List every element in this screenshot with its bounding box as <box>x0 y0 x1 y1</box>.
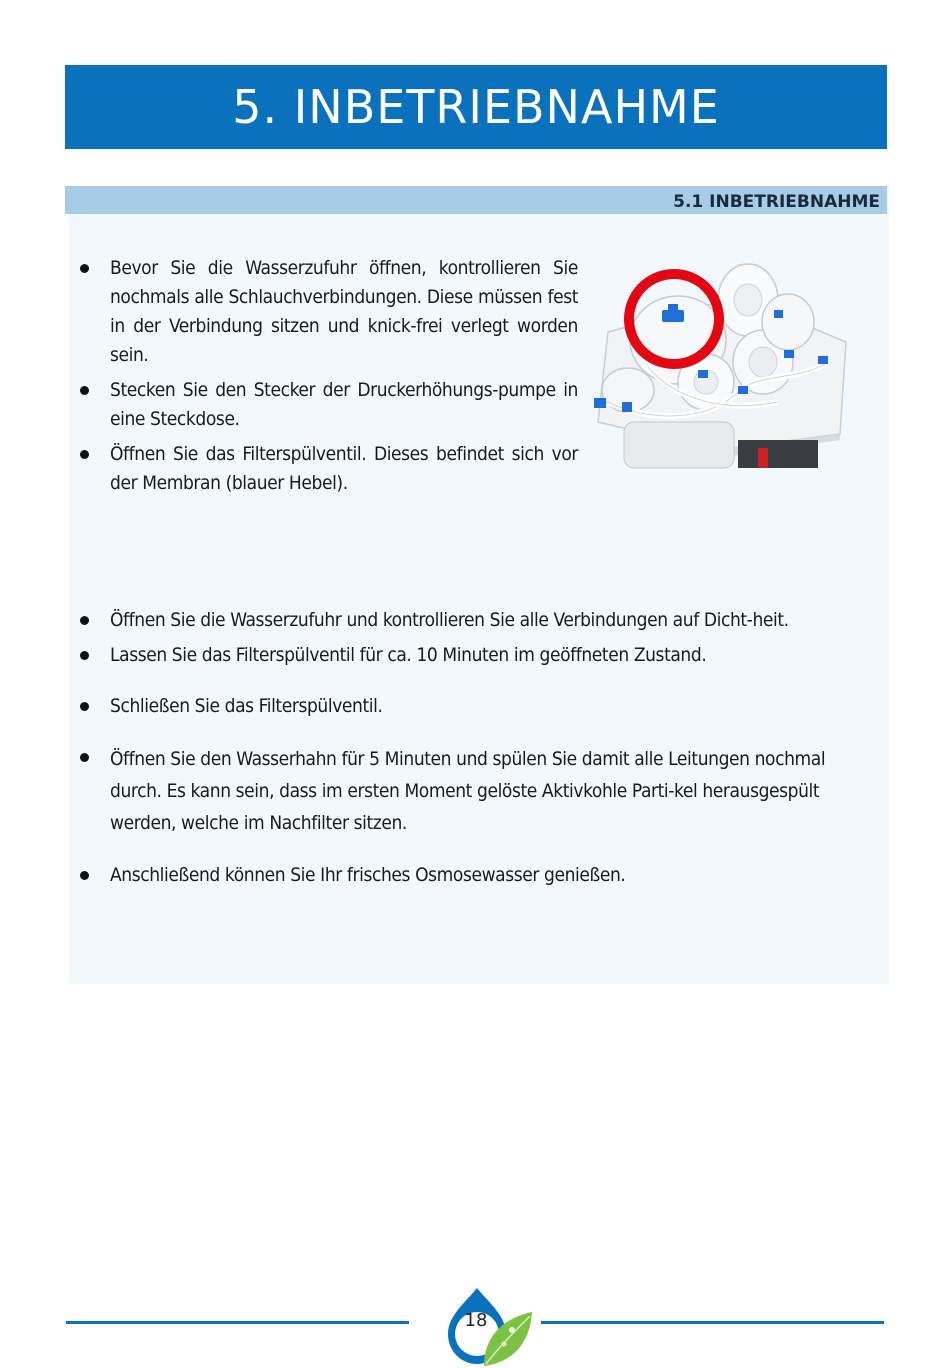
list-item <box>110 376 578 434</box>
step-text: Anschließend können Sie Ihr frisches Osmosewasser genießen. <box>110 864 626 886</box>
title-banner <box>65 65 887 149</box>
bullet-icon <box>80 702 89 711</box>
section-title: 5.1 INBETRIEBNAHME <box>673 192 880 212</box>
list-item <box>110 606 862 635</box>
step-text: Lassen Sie das Filterspülventil für ca. 10 Minuten im geöffneten Zustand. <box>110 644 707 666</box>
page-title: 5. INBETRIEBNAHME <box>232 80 720 134</box>
bullet-icon <box>80 386 89 395</box>
section-header-bar <box>65 186 887 214</box>
steps-list-top <box>110 254 578 504</box>
bullet-icon <box>80 651 89 660</box>
bullet-icon <box>80 871 89 880</box>
bullet-icon <box>80 264 89 273</box>
step-text: Öffnen Sie den Wasserhahn für 5 Minuten und spülen Sie damit alle Leitungen nochmal durch. Es kann sein, dass im ersten Moment gelöste Aktivkohle Parti-kel herausgespült werden, welche im Nachfilter sitzen. <box>110 748 826 834</box>
footer-rule-right <box>541 1321 884 1324</box>
step-text: Öffnen Sie die Wasserzufuhr und kontrollieren Sie alle Verbindungen auf Dicht-heit. <box>110 609 789 631</box>
list-item <box>110 641 862 670</box>
bullet-icon <box>80 450 89 459</box>
list-item <box>110 692 862 721</box>
step-text: Stecken Sie den Stecker der Druckerhöhungs-pumpe in eine Steckdose. <box>110 379 578 430</box>
list-item <box>110 743 862 839</box>
step-text: Schließen Sie das Filterspülventil. <box>110 695 383 717</box>
list-item <box>110 861 862 890</box>
footer-rule-left <box>66 1321 409 1324</box>
list-item <box>110 254 578 370</box>
bullet-icon <box>80 753 89 762</box>
step-text: Bevor Sie die Wasserzufuhr öffnen, kontrollieren Sie nochmals alle Schlauchverbindungen. Diese müssen fest in der Verbindung sitzen und knick-frei verlegt worden sein. <box>110 257 578 366</box>
page-number: 18 <box>464 1310 488 1331</box>
list-item <box>110 440 578 498</box>
steps-list-bottom <box>110 606 862 912</box>
bullet-icon <box>80 616 89 625</box>
filter-unit-photo <box>588 252 850 474</box>
step-text: Öffnen Sie das Filterspülventil. Dieses befindet sich vor der Membran (blauer Hebel). <box>110 443 578 494</box>
